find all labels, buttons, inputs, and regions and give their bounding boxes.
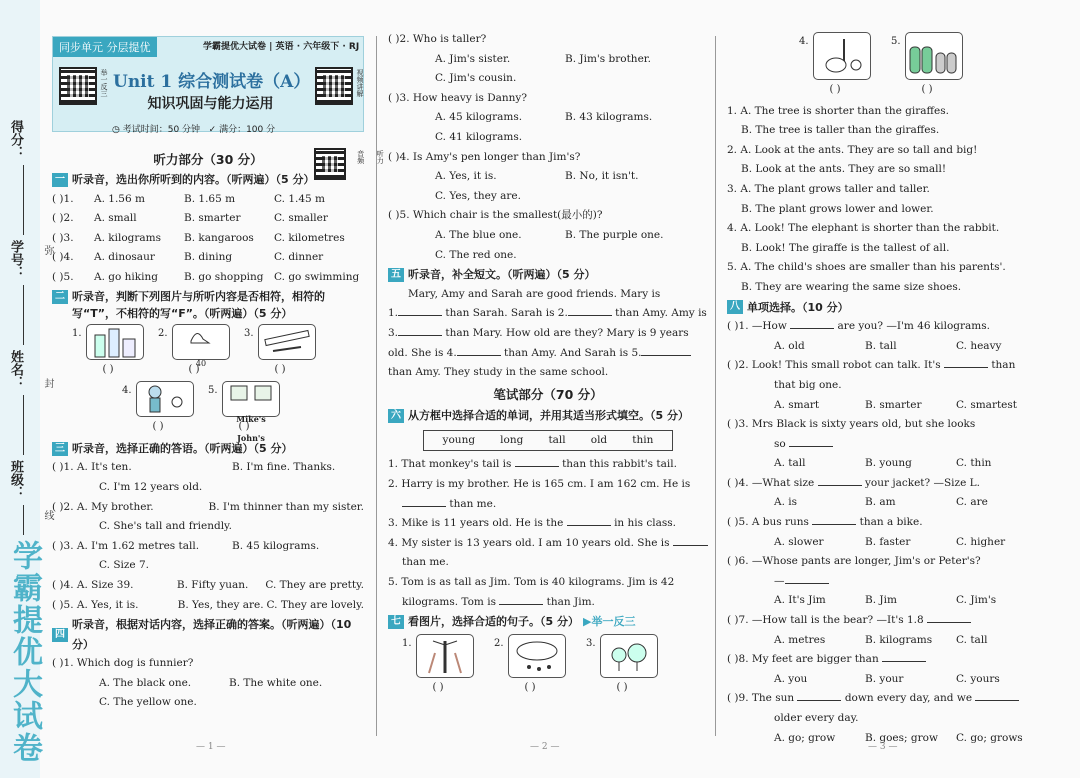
passage-text: than Mary. How old are they? Mary is 9 years: [445, 326, 689, 339]
question-row: [388, 50, 708, 70]
question-text: so: [774, 437, 786, 450]
unit-tag: 同步单元 分层提优: [53, 37, 157, 57]
question-row: [727, 356, 1047, 376]
question-row: [388, 167, 708, 187]
column-1: [52, 150, 385, 713]
fill-row: [388, 495, 708, 515]
option: C. tall: [956, 633, 988, 646]
giraffe-tree-picture: [416, 634, 474, 678]
question-row: [52, 209, 364, 229]
question-text[interactable]: ( )6. —Whose pants are longer, Jim's or Peter's?: [727, 555, 981, 568]
answer-slot[interactable]: ( ): [829, 84, 841, 95]
answer-slot[interactable]: ( )4.: [52, 251, 74, 264]
plants-picture: [600, 634, 658, 678]
passage-line: [388, 304, 708, 324]
option: C. Yes, they are.: [435, 189, 521, 202]
section-title: 听录音，补全短文。（听两遍）（5 分）: [408, 268, 596, 282]
option: B. dining: [184, 251, 233, 264]
sentence-text: than me.: [402, 556, 449, 569]
name-line: [23, 395, 24, 455]
options-row: [727, 591, 1047, 611]
ants-leaf-picture: [508, 634, 566, 678]
option: B. Yes, they are.: [177, 598, 264, 611]
answer-slot[interactable]: ( ): [432, 681, 444, 693]
sentence-option: 5. A. The child's shoes are smaller than his parents'.: [727, 261, 1006, 274]
question-row: [52, 576, 364, 596]
option: B. tall: [865, 339, 897, 352]
section-title: 看图片，选择合适的句子。（5 分）: [408, 615, 579, 629]
section-num: 三: [52, 442, 68, 456]
option: B. No, it isn't.: [565, 170, 639, 183]
blank-input[interactable]: [927, 611, 971, 623]
blank-input[interactable]: [402, 495, 446, 507]
option: C. kilometres: [274, 231, 345, 244]
qr-code-icon[interactable]: [315, 67, 353, 105]
question-text: older every day.: [774, 712, 859, 724]
option: C. I'm 12 years old.: [99, 480, 203, 493]
answer-slot[interactable]: ( ): [274, 363, 286, 375]
option: C. go; grows: [956, 731, 1023, 744]
sentence-option: B. The tree is taller than the giraffes.: [741, 124, 940, 137]
options-row: [727, 631, 1047, 651]
name-label: 姓名：: [8, 350, 23, 389]
passage-text: than Amy. Amy is: [615, 307, 707, 320]
option: A. 1.56 m: [94, 192, 145, 205]
option: C. thin: [956, 457, 992, 470]
sentence-text: than me.: [449, 497, 497, 510]
shoes-picture: [172, 324, 230, 369]
option: C. The red one.: [435, 248, 517, 261]
options-row: [727, 396, 1047, 416]
fill-row: [388, 514, 708, 534]
full-score: 满分：100 分: [219, 125, 276, 135]
option: A. dinosaur: [94, 251, 155, 264]
option: B. go shopping: [184, 270, 264, 283]
seal-char: 线: [42, 510, 53, 520]
section-title: 从方框中选择合适的单词，并用其适当形式填空。（5 分）: [408, 409, 689, 423]
word-bank-item: tall: [548, 433, 566, 446]
question-row: [52, 498, 364, 518]
question-text: —: [774, 574, 785, 587]
question-row: [727, 513, 1047, 533]
score-line: [23, 165, 24, 235]
picture-row: 1. ( ) 2. ( ) 3. ( ): [402, 634, 708, 698]
section-6-head: [388, 406, 708, 426]
page-number: — 2 —: [530, 742, 560, 752]
sentence-option: B. Look at the ants. They are so small!: [741, 163, 947, 176]
brand-watermark: 学霸提优大试卷: [7, 540, 42, 764]
question-row: [52, 248, 364, 268]
option: C. smaller: [274, 212, 328, 225]
option: A. is: [774, 496, 798, 509]
question-text: than: [991, 359, 1016, 372]
section-num: 二: [52, 290, 68, 304]
test-title: Unit 1 综合测试卷（A）: [113, 72, 311, 92]
section-num: 四: [52, 628, 68, 642]
question-row: [727, 317, 1047, 337]
option: B. I'm fine. Thanks.: [232, 461, 336, 474]
answer-slot[interactable]: ( ): [524, 681, 536, 693]
option[interactable]: ( )2. A. My brother.: [52, 500, 154, 513]
question-row: [727, 650, 1047, 670]
option: C. 1.45 m: [274, 192, 326, 205]
option: C. They are lovely.: [266, 598, 364, 611]
option: C. yours: [956, 672, 1000, 685]
question-text[interactable]: ( )8. My feet are bigger than: [727, 653, 879, 666]
options-row: [727, 454, 1047, 474]
qr-code-icon[interactable]: [59, 67, 97, 105]
binding-sidebar: [0, 0, 53, 778]
question-row: [388, 108, 708, 128]
sentence-text: 2. Harry is my brother. He is 165 cm. I am 162 cm. He is: [388, 478, 691, 491]
option: B. goes; grow: [865, 731, 938, 744]
passage-line: than Amy. They study in the same school.: [388, 366, 609, 379]
answer-slot[interactable]: ( ): [921, 84, 933, 95]
picture-row: 4. ( ) 5. Mike's John's ( ): [122, 381, 364, 437]
section-4-head: [52, 615, 364, 654]
blank-input[interactable]: [398, 324, 442, 336]
option: B. 43 kilograms.: [565, 111, 653, 124]
option: A. smart: [774, 398, 820, 411]
blank-input[interactable]: [515, 455, 559, 467]
written-title: 笔试部分（70 分）: [493, 386, 603, 402]
options-row: [727, 493, 1047, 513]
option: B. smarter: [865, 398, 922, 411]
question-text: than a bike.: [859, 516, 923, 529]
option: C. are: [956, 496, 988, 509]
word-bank-item: young: [442, 433, 476, 446]
option: B. faster: [865, 535, 911, 548]
answer-slot[interactable]: ( )2.: [52, 212, 74, 225]
children-picture: [136, 381, 194, 417]
answer-slot[interactable]: ( )5.: [52, 270, 74, 283]
answer-slot[interactable]: ( ): [616, 681, 628, 693]
option[interactable]: ( )4. A. Size 39.: [52, 578, 134, 591]
section-5-head: [388, 265, 708, 285]
blank-input[interactable]: [812, 513, 856, 525]
option: A. The black one.: [99, 676, 192, 689]
question-text[interactable]: ( )1. Which dog is funnier?: [52, 657, 194, 670]
option: C. Jim's: [956, 594, 997, 607]
blank-input[interactable]: [568, 304, 612, 316]
blank-input[interactable]: [944, 356, 988, 368]
sentence-option: 3. A. The plant grows taller and taller.: [727, 182, 930, 195]
question-text[interactable]: ( )3. How heavy is Danny?: [388, 91, 527, 104]
listening-title: 听力部分（30 分）: [153, 152, 263, 167]
blank-input[interactable]: [673, 534, 708, 546]
column-2: [388, 30, 708, 699]
passage-text: old. She is 4.: [388, 346, 457, 359]
section-7-head: [388, 612, 708, 632]
section-title: 单项选择。（10 分）: [747, 300, 849, 314]
question-text[interactable]: ( )4. —What size: [727, 476, 815, 489]
word-bank-item: thin: [632, 433, 654, 446]
option: A. metres: [774, 633, 826, 646]
score-label: 得分：: [8, 120, 23, 159]
option: B. kilograms: [865, 633, 933, 646]
blank-input[interactable]: [398, 304, 442, 316]
options-row: [727, 670, 1047, 690]
play-icon: ▶: [582, 615, 592, 629]
id-line: [23, 285, 24, 345]
passage-line: [388, 344, 708, 364]
blank-input[interactable]: [789, 435, 833, 447]
qr-note: 视频讲解: [356, 69, 364, 97]
passage-line: [388, 324, 708, 344]
option: B. Jim's brother.: [565, 52, 651, 65]
question-text[interactable]: ( )3. Mrs Black is sixty years old, but she looks: [727, 418, 976, 431]
option: A. go; grow: [774, 731, 836, 744]
question-row: [727, 611, 1047, 631]
page-number: — 3 —: [868, 742, 898, 752]
section-num: 一: [52, 173, 68, 187]
option: A. The blue one.: [435, 228, 522, 241]
sentence-text: 5. Tom is as tall as Jim. Tom is 40 kilograms. Jim is 42: [388, 576, 675, 589]
option: A. you: [774, 672, 808, 685]
section-title: 听录音，选出你所听到的内容。（听两遍）（5 分）: [72, 173, 315, 186]
page-number: — 1 —: [196, 742, 226, 752]
column-3: [727, 30, 1047, 748]
word-bank-item: long: [500, 433, 524, 446]
test-header: [52, 36, 364, 132]
question-text[interactable]: ( )1. —How: [727, 320, 787, 333]
fill-row: [388, 455, 708, 475]
option[interactable]: ( )5. A. Yes, it is.: [52, 598, 139, 611]
blank-number: 3.: [388, 326, 399, 339]
question-row: [52, 229, 364, 249]
question-row: [388, 226, 708, 246]
answer-slot[interactable]: ( ): [238, 421, 250, 433]
option: C. Jim's cousin.: [435, 72, 517, 85]
blank-input[interactable]: [790, 317, 834, 329]
class-line: [23, 505, 24, 535]
seal-char: 弥: [42, 245, 53, 255]
option[interactable]: ( )1. A. It's ten.: [52, 461, 132, 474]
sentence-option: 2. A. Look at the ants. They are so tall and big!: [727, 143, 978, 156]
sentence-text: 1. That monkey's tail is: [388, 458, 512, 471]
question-row: [52, 596, 364, 616]
word-bank-item: old: [590, 433, 608, 446]
qr-code-icon[interactable]: [314, 148, 346, 180]
sentence-text: in his class.: [614, 517, 676, 530]
extension-tag[interactable]: 举一反三: [591, 615, 636, 629]
sentence-text: 4. My sister is 13 years old. I am 10 years old. She is: [388, 536, 670, 549]
option: B. kangaroos: [184, 231, 254, 244]
option: C. She's tall and friendly.: [99, 520, 232, 533]
blank-input[interactable]: [499, 593, 543, 605]
qr-note: 举一反三: [100, 69, 108, 97]
section-2-head: [52, 288, 364, 322]
answer-slot[interactable]: ( )1.: [52, 192, 74, 205]
check-icon: ✓: [208, 125, 217, 135]
section-8-head: [727, 298, 1047, 318]
fill-row: [388, 534, 708, 554]
option: B. 45 kilograms.: [232, 539, 320, 552]
option: B. I'm thinner than my sister.: [208, 500, 364, 513]
question-row: [727, 689, 1047, 709]
option: A. slower: [774, 535, 824, 548]
option: B. 1.65 m: [184, 192, 236, 205]
option: B. young: [865, 457, 912, 470]
options-row: [727, 337, 1047, 357]
question-row: [52, 268, 364, 288]
section-num: 六: [388, 409, 404, 423]
question-text[interactable]: ( )7. —How tall is the bear? —It's 1.8: [727, 614, 924, 627]
question-text: your jacket? —Size L.: [864, 476, 980, 489]
sentence-option: 4. A. Look! The elephant is shorter than the rabbit.: [727, 222, 1000, 235]
option: A. go hiking: [94, 270, 158, 283]
question-row: [52, 537, 364, 557]
shoes-pairs-picture: [905, 32, 963, 80]
option: B. Jim: [865, 594, 897, 607]
blank-input[interactable]: [457, 344, 501, 356]
gifts-picture: [222, 381, 280, 444]
question-row: [52, 190, 364, 210]
blank-input[interactable]: [882, 650, 926, 662]
question-row: [727, 435, 1047, 455]
option: C. They are pretty.: [265, 578, 364, 591]
option: C. The yellow one.: [99, 696, 197, 709]
option: A. small: [94, 212, 137, 225]
city-picture: [86, 324, 144, 360]
option: B. Fifty yuan.: [176, 578, 249, 591]
picture-row: 1. ( ) 2. 40 ( ) 3. ( ): [72, 324, 364, 380]
picture-row: 4. ( ) 5. ( ): [799, 32, 1047, 100]
options-row: [727, 533, 1047, 553]
blank-input[interactable]: [641, 344, 691, 356]
option: A. old: [774, 339, 805, 352]
option: B. The purple one.: [565, 228, 664, 241]
blank-number: 1.: [388, 307, 399, 320]
answer-slot[interactable]: ( ): [102, 363, 114, 375]
question-text[interactable]: ( )5. Which chair is the smallest(最小的)?: [388, 209, 603, 222]
question-row: [727, 572, 1047, 592]
book-title: 学霸提优大试卷 | 英语 · 六年级下 · RJ: [203, 42, 360, 52]
audio-note: 听力音频: [356, 150, 385, 164]
option: A. 45 kilograms.: [435, 111, 523, 124]
question-text: are you? —I'm 46 kilograms.: [837, 320, 990, 333]
picture-label: 40: [195, 359, 207, 369]
blank-input[interactable]: [797, 689, 841, 701]
sentence-option: B. They are wearing the same size shoes.: [741, 280, 962, 293]
section-title: 听录音，判断下列图片与所听内容是否相符，相符的写“T”，不相符的写“F”。（听两遍）（5 分）: [72, 289, 325, 320]
section-num: 八: [727, 300, 743, 314]
option: B. smarter: [184, 212, 241, 225]
question-row: [52, 674, 364, 694]
answer-slot[interactable]: ( )3.: [52, 231, 74, 244]
option: A. tall: [774, 457, 806, 470]
sentence-text: 3. Mike is 11 years old. He is the: [388, 517, 564, 530]
question-text[interactable]: ( )9. The sun: [727, 692, 795, 705]
option[interactable]: ( )3. A. I'm 1.62 metres tall.: [52, 539, 200, 552]
sentence-option: 1. A. The tree is shorter than the giraffes.: [727, 104, 949, 117]
answer-slot[interactable]: ( ): [188, 363, 200, 375]
option: A. Yes, it is.: [435, 170, 497, 183]
question-row: [52, 458, 364, 478]
option: C. heavy: [956, 339, 1002, 352]
section-title: 听录音，选择正确的答语。（听两遍）（5 分）: [72, 441, 293, 455]
column-divider: [715, 36, 716, 736]
blank-input[interactable]: [975, 689, 1019, 701]
sentence-option: B. The plant grows lower and lower.: [741, 202, 934, 215]
time-limit: 考试时间：50 分钟: [122, 125, 201, 135]
option: A. Jim's sister.: [435, 52, 511, 65]
word-bank: [423, 430, 673, 452]
blank-input[interactable]: [785, 572, 829, 584]
option: C. Size 7.: [99, 559, 149, 572]
option: C. higher: [956, 535, 1006, 548]
sentence-text: than this rabbit's tail.: [562, 458, 677, 471]
question-text[interactable]: ( )4. Is Amy's pen longer than Jim's?: [388, 150, 581, 163]
option: A. kilograms: [94, 231, 162, 244]
blank-input[interactable]: [818, 474, 862, 486]
student-id-label: 学号：: [8, 240, 23, 279]
question-text: that big one.: [774, 378, 842, 391]
question-row: [727, 474, 1047, 494]
question-text[interactable]: ( )2. Look! This small robot can talk. It's: [727, 359, 941, 372]
fill-row: [388, 593, 708, 613]
question-text[interactable]: ( )2. Who is taller?: [388, 33, 487, 45]
option: C. 41 kilograms.: [435, 130, 523, 143]
ruler-picture: [258, 324, 316, 360]
option: B. am: [865, 496, 896, 509]
section-3-head: [52, 439, 364, 459]
clock-icon: ◷: [112, 125, 120, 135]
test-subtitle: 知识巩固与能力运用: [147, 96, 274, 112]
sentence-text: kilograms. Tom is: [402, 595, 496, 608]
passage-text: than Amy. And Sarah is 5.: [504, 346, 642, 359]
option: B. your: [865, 672, 904, 685]
column-divider: [376, 36, 377, 736]
option: A. It's Jim: [774, 594, 826, 607]
passage-text: than Sarah. Sarah is 2.: [445, 307, 568, 320]
sentence-option: B. Look! The giraffe is the tallest of all.: [741, 241, 950, 254]
question-text: down every day, and we: [844, 692, 973, 705]
option: C. smartest: [956, 398, 1018, 411]
seal-char: 封: [42, 378, 53, 388]
answer-slot[interactable]: ( ): [152, 421, 164, 433]
test-meta: [112, 122, 275, 135]
option: C. dinner: [274, 251, 324, 264]
sentence-text: than Jim.: [546, 595, 595, 608]
section-num: 七: [388, 615, 404, 629]
question-text[interactable]: ( )5. A bus runs: [727, 516, 809, 529]
option: B. The white one.: [229, 676, 323, 689]
picture-label: Mike's John's: [236, 413, 266, 444]
option: C. go swimming: [274, 270, 360, 283]
section-num: 五: [388, 268, 404, 282]
class-label: 班级：: [8, 460, 23, 499]
passage-line: Mary, Amy and Sarah are good friends. Mary is: [408, 287, 661, 300]
section-title: 听录音，根据对话内容，选择正确的答案。（听两遍）（10 分）: [72, 618, 352, 651]
blank-input[interactable]: [567, 514, 611, 526]
animals-picture: [813, 32, 871, 80]
